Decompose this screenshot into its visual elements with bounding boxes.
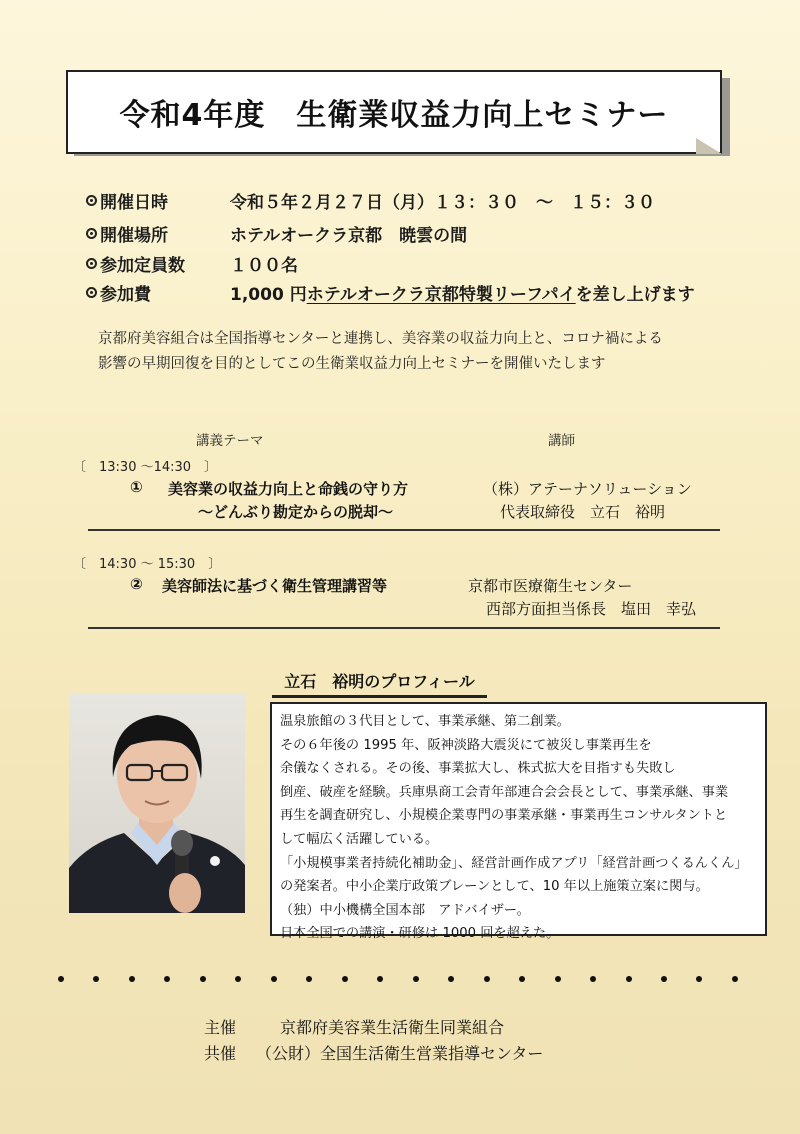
info-label: 参加定員数 [100, 255, 185, 276]
dot-icon [448, 976, 454, 982]
dot-icon [271, 976, 277, 982]
title-box [66, 70, 722, 154]
info-label: 開催場所 [100, 225, 168, 246]
info-row-capacity [86, 249, 298, 277]
dot-icon [590, 976, 596, 982]
profile-line: して幅広く活躍している。 [280, 831, 439, 847]
bullet-icon [86, 228, 97, 239]
organizer-host-role: 主催 [204, 1018, 237, 1037]
info-row-datetime [86, 186, 655, 214]
dot-icon [58, 976, 64, 982]
info-value: 令和５年２月２７日（月）１３：３０ ～ １５：３０ [230, 192, 655, 213]
dot-icon [164, 976, 170, 982]
dot-icon [93, 976, 99, 982]
organizer-cohost-role: 共催 [204, 1044, 237, 1063]
dot-icon [626, 976, 632, 982]
profile-line: 倒産、破産を経験。兵庫県商工会青年部連合会会長として、事業承継、事業 [280, 784, 729, 800]
lecture-1-speaker-name: 代表取締役 立石 裕明 [500, 503, 666, 521]
speaker-photo [69, 693, 245, 913]
info-row-fee [86, 278, 695, 306]
intro-line: 影響の早期回復を目的としてこの生衛業収益力向上セミナーを開催いたします [98, 356, 606, 372]
fee-gift: ホテルオークラ京都特製リーフパイ [306, 284, 576, 305]
dot-icon [661, 976, 667, 982]
lecture-speaker-header: 講師 [548, 433, 575, 449]
lecture-1-speaker-org: （株）アテーナソリューション [483, 480, 692, 498]
profile-line: その６年後の 1995 年、阪神淡路大震災にて被災し事業再生を [280, 737, 652, 753]
lecture-2-time: 〔 14:30 ～ 15:30 〕 [73, 557, 222, 572]
lecture-2-title: 美容師法に基づく衛生管理講習等 [162, 577, 388, 595]
profile-line: 日本全国での講演・研修は 1000 回を超えた。 [280, 926, 560, 942]
info-row-venue [86, 219, 468, 247]
speaker-portrait-icon [69, 693, 245, 913]
profile-line: 温泉旅館の３代目として、事業承継、第二創業。 [280, 714, 570, 729]
lecture-divider [88, 529, 720, 531]
profile-line: （独）中小機構全国本部 アドバイザー。 [280, 902, 530, 918]
info-value: １００名 [230, 255, 298, 276]
lecture-1-title: 美容業の収益力向上と命銭の守り方 [168, 480, 409, 498]
info-label: 参加費 [100, 284, 151, 305]
title-banner [66, 70, 729, 156]
profile-line: の発案者。中小企業庁政策ブレーンとして、10 年以上施策立案に関与。 [280, 879, 709, 895]
dot-icon [555, 976, 561, 982]
profile-line: 「小規模事業者持続化補助金」、経営計画作成アプリ「経営計画つくるんくん」 [280, 855, 748, 871]
bullet-icon [86, 195, 97, 206]
dot-icon [484, 976, 490, 982]
organizer-cohost-name: （公財）全国生活衛生営業指導センター [256, 1044, 544, 1063]
profile-line: 再生を調査研究し、小規模企業専門の事業承継・事業再生コンサルタントと [280, 808, 728, 824]
bullet-icon [86, 287, 97, 298]
lecture-theme-header: 講義テーマ [196, 433, 264, 449]
fee-amount: 1,000 円 [230, 284, 307, 305]
lecture-2-number: ② [130, 575, 143, 593]
dot-icon [519, 976, 525, 982]
fee-suffix: を差し上げます [575, 284, 695, 305]
dot-icon [413, 976, 419, 982]
dot-icon [200, 976, 206, 982]
dot-icon [342, 976, 348, 982]
lecture-1-number: ① [130, 478, 143, 496]
dot-icon [235, 976, 241, 982]
dot-icon [377, 976, 383, 982]
profile-line: 余儀なくされる。その後、事業拡大し、株式拡大を目指すも失敗し [280, 761, 676, 777]
intro-line: 京都府美容組合は全国指導センターと連携し、美容業の収益力向上と、コロナ禍による [98, 331, 663, 347]
lecture-2-speaker-org: 京都市医療衛生センター [468, 577, 633, 595]
page-title: 令和4年度 生衛業収益力向上セミナー [119, 98, 669, 133]
dot-icon [696, 976, 702, 982]
dotted-separator [58, 976, 738, 982]
profile-box [270, 702, 767, 942]
bullet-icon [86, 258, 97, 269]
info-value: ホテルオークラ京都 暁雲の間 [230, 225, 468, 246]
info-value [230, 280, 695, 305]
lecture-divider [88, 627, 720, 629]
intro-paragraph [98, 327, 738, 377]
profile-heading: 立石 裕明のプロフィール [272, 669, 487, 698]
lecture-2-speaker-name: 西部方面担当係長 塩田 幸弘 [486, 600, 697, 618]
info-label: 開催日時 [100, 192, 168, 213]
lecture-1-time: 〔 13:30 ～14:30 〕 [73, 460, 218, 475]
dot-icon [129, 976, 135, 982]
lecture-1-subtitle: ～どんぶり勘定からの脱却～ [198, 503, 394, 521]
page-curl-icon [696, 138, 722, 154]
dot-icon [732, 976, 738, 982]
dot-icon [306, 976, 312, 982]
organizer-host-name: 京都府美容業生活衛生同業組合 [280, 1018, 505, 1037]
